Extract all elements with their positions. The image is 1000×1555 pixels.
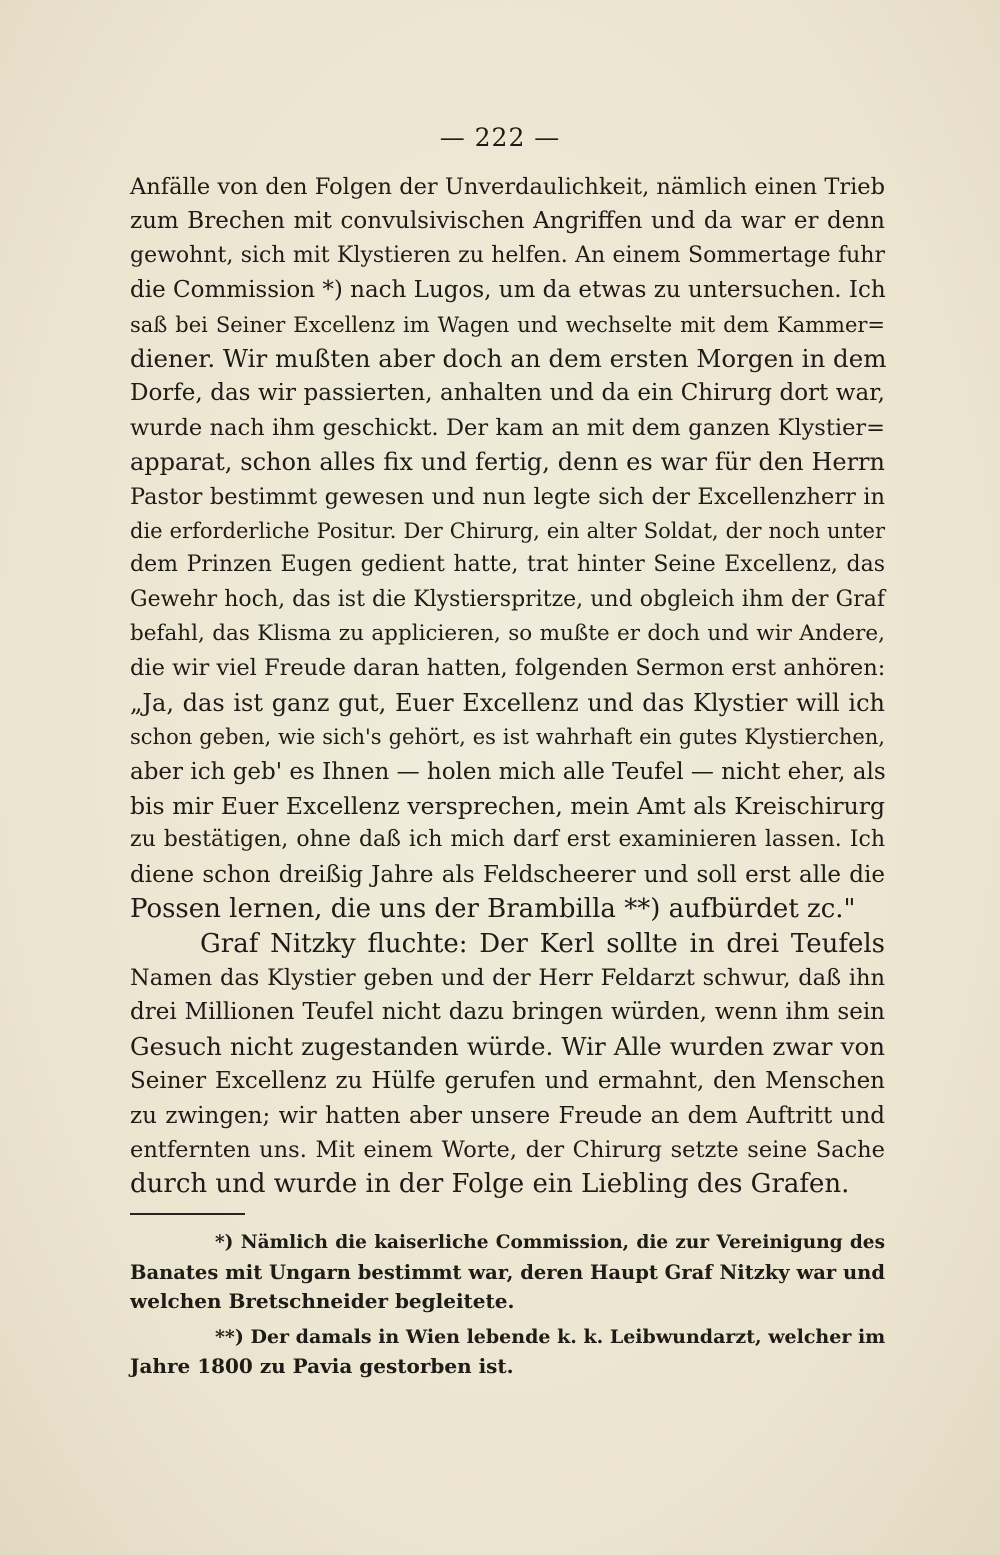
text-line: durch und wurde in der Folge ein Liebling des Grafen. xyxy=(130,1169,850,1200)
page-number: — 222 — xyxy=(439,123,561,152)
text-line: die Commission *) nach Lugos, um da etwas zu untersuchen. Ich xyxy=(130,277,886,304)
text-line: Namen das Klystier geben und der Herr Feldarzt schwur, daß ihn xyxy=(130,964,885,991)
body-text xyxy=(130,170,885,1202)
text-line: Gewehr hoch, das ist die Klystierspritze, und obgleich ihm der Graf xyxy=(130,586,885,612)
text-line: aber ich geb' es Ihnen — holen mich alle Teufel — nicht eher, als xyxy=(130,758,886,785)
text-line: zum Brechen mit convulsivischen Angriffen und da war er denn xyxy=(130,208,885,235)
text-line: Anfälle von den Folgen der Unverdaulichkeit, nämlich einen Trieb xyxy=(130,174,885,200)
text-line: drei Millionen Teufel nicht dazu bringen würden, wenn ihm sein xyxy=(130,999,885,1026)
text-line: wurde nach ihm geschickt. Der kam an mit dem ganzen Klystier= xyxy=(130,414,885,441)
text-line: zu bestätigen, ohne daß ich mich darf erst examinieren lassen. Ich xyxy=(130,827,885,853)
text-line: Dorfe, das wir passierten, anhalten und da ein Chirurg dort war, xyxy=(130,380,885,407)
text-line: entfernten uns. Mit einem Worte, der Chirurg setzte seine Sache xyxy=(130,1136,885,1163)
footnote-line: welchen Bretschneider begleitete. xyxy=(130,1289,515,1313)
text-line: die wir viel Freude daran hatten, folgenden Sermon erst anhören: xyxy=(130,655,886,682)
footnote-divider xyxy=(130,1213,245,1215)
text-line: Gesuch nicht zugestanden würde. Wir Alle wurden zwar von xyxy=(130,1031,885,1061)
text-line: befahl, das Klisma zu applicieren, so mußte er doch und wir Andere, xyxy=(130,621,885,647)
footnote-line: **) Der damals in Wien lebende k. k. Leibwundarzt, welcher im xyxy=(215,1325,886,1348)
text-line: gewohnt, sich mit Klystieren zu helfen. An einem Sommertage fuhr xyxy=(130,242,885,268)
text-line: diener. Wir mußten aber doch an dem ersten Morgen in dem xyxy=(130,343,887,373)
text-line: die erforderliche Positur. Der Chirurg, ein alter Soldat, der noch unter xyxy=(130,518,885,543)
footnotes xyxy=(130,1228,885,1382)
text-line: schon geben, wie sich's gehört, es ist wahrhaft ein gutes Klystierchen, xyxy=(130,725,885,750)
text-line: „Ja, das ist ganz gut, Euer Excellenz und das Klystier will ich xyxy=(130,688,885,717)
text-line: Possen lernen, die uns der Brambilla **) aufbürdet zc." xyxy=(130,894,856,925)
text-line: dem Prinzen Eugen gedient hatte, trat hinter Seine Excellenz, das xyxy=(130,552,885,578)
text-line: Pastor bestimmt gewesen und nun legte sich der Excellenzherr in xyxy=(130,483,885,510)
text-line: apparat, schon alles fix und fertig, denn es war für den Herrn xyxy=(130,448,885,477)
text-line: bis mir Euer Excellenz versprechen, mein Amt als Kreischirurg xyxy=(130,792,885,821)
text-line: Seiner Excellenz zu Hülfe gerufen und ermahnt, den Menschen xyxy=(130,1068,885,1095)
footnote-line: Banates mit Ungarn bestimmt war, deren Haupt Graf Nitzky war und xyxy=(130,1260,885,1284)
footnote-line: Jahre 1800 zu Pavia gestorben ist. xyxy=(130,1354,514,1378)
text-line: saß bei Seiner Excellenz im Wagen und wechselte mit dem Kammer= xyxy=(130,312,885,337)
text-line: zu zwingen; wir hatten aber unsere Freude an dem Auftritt und xyxy=(130,1102,885,1129)
text-line: Graf Nitzky fluchte: Der Kerl sollte in drei Teufels xyxy=(200,928,885,959)
footnote-line: *) Nämlich die kaiserliche Commission, die zur Vereinigung des xyxy=(215,1232,885,1253)
text-line: diene schon dreißig Jahre als Feldscheerer und soll erst alle die xyxy=(130,861,885,888)
